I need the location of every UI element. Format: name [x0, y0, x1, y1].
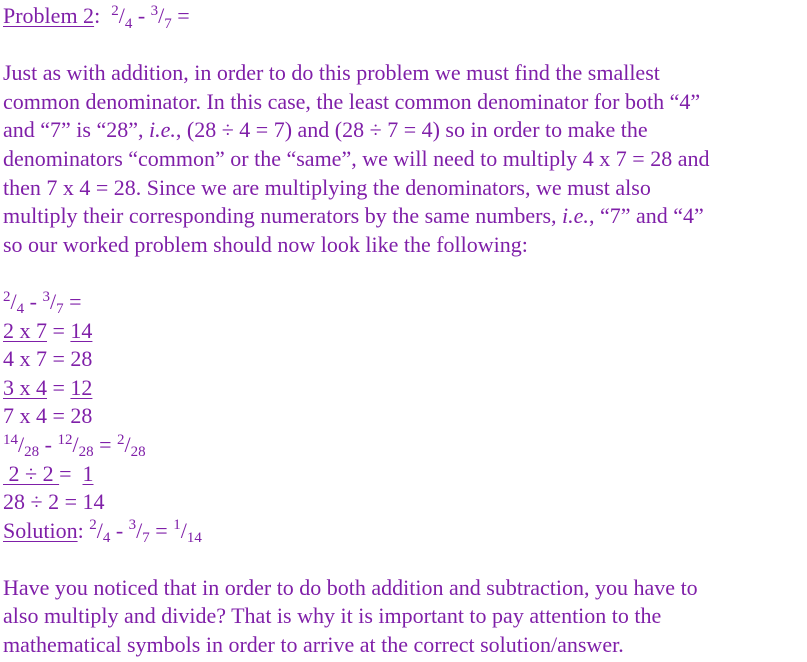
step-equals: = — [59, 460, 83, 486]
intro-line — [3, 202, 805, 231]
work-expression: $^2/_4 - ^3/_7$ = — [3, 288, 82, 318]
fraction-numerator: 12 — [57, 431, 73, 448]
fraction-numerator: 2 — [111, 2, 119, 19]
work-step: 7 x 4 = 28 — [3, 403, 93, 429]
equals-sign: = — [177, 3, 190, 28]
fraction-denominator: 4 — [16, 301, 25, 318]
intro-text: and “7” is “28”, — [3, 117, 149, 143]
step-right: 1 — [82, 460, 94, 486]
solution-label: Solution — [3, 517, 78, 543]
minus-operator: - — [29, 288, 37, 314]
step-right: 14 — [70, 317, 93, 343]
solution-line: Solution: $^2/_4 - ^3/_7 = ^1/_{14}$ — [3, 517, 202, 547]
fraction-denominator: 28 — [24, 444, 40, 461]
intro-line — [3, 116, 805, 145]
intro-line: common denominator. In this case, the least common denominator for both “4” — [3, 88, 701, 114]
fraction-numerator: 3 — [42, 288, 50, 305]
work-step — [3, 317, 805, 346]
work-step: 28 ÷ 2 = 14 — [3, 489, 105, 515]
intro-paragraph — [3, 59, 805, 259]
fraction-denominator: 4 — [102, 530, 111, 547]
solution-colon: : — [77, 517, 84, 543]
step-equals: = — [47, 374, 71, 400]
blank-line — [3, 259, 805, 288]
work-step — [3, 374, 805, 403]
step-right: 12 — [70, 374, 93, 400]
fraction-denominator: 28 — [78, 444, 94, 461]
minus-operator: - — [44, 431, 52, 457]
worked-problem — [3, 288, 805, 545]
closing-line: Have you noticed that in order to do both addition and subtraction, you have to — [3, 574, 698, 600]
document — [3, 2, 805, 660]
intro-line: then 7 x 4 = 28. Since we are multiplying the denominators, we must also — [3, 174, 651, 200]
ie-abbrev: i.e. — [149, 117, 176, 143]
step-left: 2 x 7 — [3, 317, 47, 343]
fraction-denominator: 7 — [164, 15, 172, 32]
minus-operator: - — [137, 3, 146, 28]
blank-line — [3, 31, 805, 60]
fraction-denominator: 14 — [186, 530, 202, 547]
fraction-numerator: 2 — [89, 517, 97, 534]
fraction-denominator: 7 — [56, 301, 64, 318]
fraction-numerator: 2 — [117, 431, 125, 448]
intro-line: so our worked problem should now look like the following: — [3, 231, 528, 257]
intro-text: , (28 ÷ 4 = 7) and (28 ÷ 7 = 4) so in order to make the — [175, 117, 648, 143]
closing-line: also multiply and divide? That is why it is important to pay attention to the — [3, 603, 662, 629]
equals-sign: = — [69, 288, 82, 314]
fraction-numerator: 14 — [3, 431, 18, 448]
problem-label: Problem 2 — [3, 3, 95, 28]
step-left: 3 x 4 — [3, 374, 47, 400]
step-equals: = — [47, 317, 71, 343]
step-left: 2 ÷ 2 — [3, 460, 60, 486]
closing-paragraph — [3, 574, 805, 660]
work-step: 4 x 7 = 28 — [3, 346, 93, 372]
closing-line: mathematical symbols in order to arrive at the correct solution/answer. — [3, 632, 624, 658]
ie-abbrev: i.e. — [562, 203, 589, 229]
work-expression: $^{14}/_{28} - ^{12}/_{28} = ^2/_{28}$ — [3, 431, 146, 461]
problem-heading: Problem 2: $^2/_4 - ^3/_7$ = — [3, 2, 190, 32]
fraction-numerator: 3 — [128, 517, 137, 534]
intro-text: multiply their corresponding numerators by the same numbers, — [3, 203, 563, 229]
fraction-numerator: 3 — [150, 2, 159, 19]
fraction-numerator: 1 — [173, 517, 181, 534]
fraction-denominator: 7 — [142, 530, 150, 547]
blank-line — [3, 545, 805, 574]
minus-operator: - — [115, 517, 124, 543]
fraction-numerator: 2 — [3, 288, 11, 305]
problem-colon: : — [94, 3, 101, 28]
equals-sign: = — [155, 517, 168, 543]
intro-line: Just as with addition, in order to do this problem we must find the smallest — [3, 60, 660, 86]
fraction-denominator: 4 — [124, 15, 133, 32]
equals-sign: = — [99, 431, 112, 457]
intro-line: denominators “common” or the “same”, we will need to multiply 4 x 7 = 28 and — [3, 145, 710, 171]
work-step — [3, 460, 805, 489]
fraction-denominator: 28 — [130, 444, 146, 461]
intro-text: , “7” and “4” — [588, 203, 704, 229]
